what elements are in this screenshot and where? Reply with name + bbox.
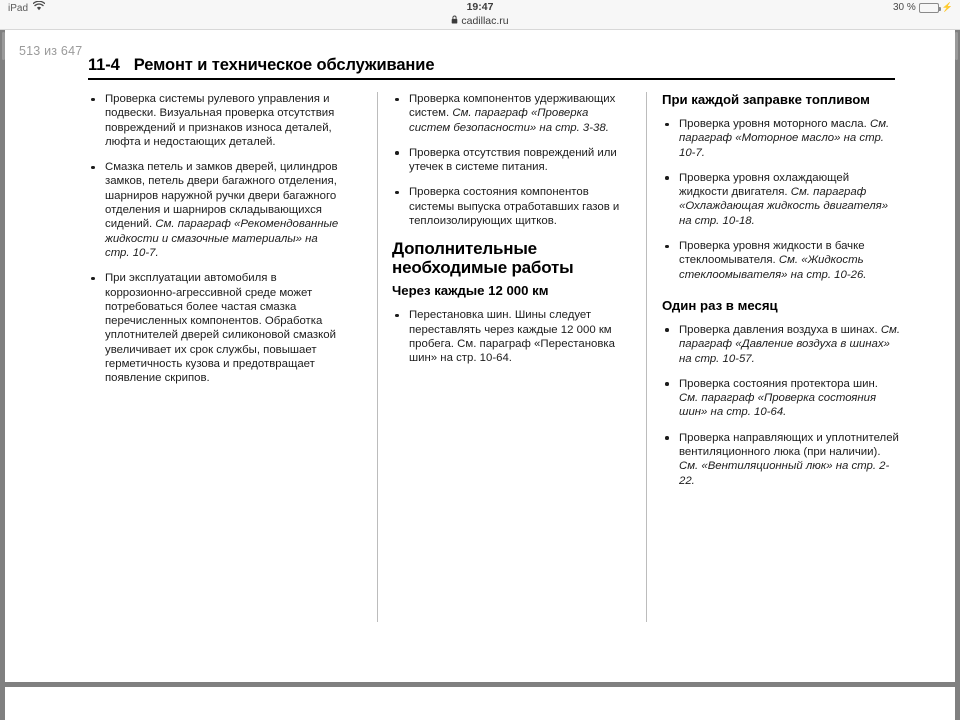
list-item-text: Проверка системы рулевого управления и подвески. Визуальная проверка отсутствия повреждений и признаков износа деталей, люфта и недостающих деталей.: [105, 93, 335, 148]
viewport-right-gutter: [955, 30, 960, 720]
list-item-text: Смазка петель и замков дверей, цилиндров замков, петель двери багажного отделения, шарниров наружной ручки двери багажного отделения и шарниров складывающихся сидений.: [105, 161, 338, 231]
lightning-bolt-icon: ⚡: [941, 2, 953, 12]
list-item: [662, 117, 900, 160]
list-item: [392, 185, 623, 228]
list-item: [88, 271, 340, 385]
list-item-text: Проверка состояния компонентов системы выпуска отработавших газов и теплоизолирующих щитков.: [409, 186, 620, 228]
list-item-reference: См. параграф «Проверка систем безопасности» на стр. 3-38.: [409, 107, 609, 134]
list-item-text: Проверка уровня моторного масла.: [679, 118, 870, 130]
list-item-text: Проверка уровня жидкости в бачке стеклоомывателя.: [679, 240, 865, 267]
pdf-viewport[interactable]: [0, 30, 960, 720]
page-columns: [88, 92, 900, 632]
page-title-text: Ремонт и техническое обслуживание: [133, 56, 435, 74]
section-heading-monthly: Один раз в месяц: [662, 297, 778, 313]
list-item: [88, 92, 340, 149]
list-item: [392, 92, 623, 135]
lock-icon: [451, 14, 458, 29]
device-label: iPad: [8, 2, 29, 14]
browser-chrome-bar: [0, 0, 960, 30]
pdf-page-current: [5, 30, 955, 682]
list-item-text: Проверка компонентов удерживающих систем.: [409, 93, 616, 120]
list-item-reference: См. параграф «Моторное масло» на стр. 10-7.: [679, 118, 890, 159]
subsection-heading-every-12000km: Через каждые 12 000 км: [392, 283, 549, 299]
ios-status-bar: [0, 0, 960, 15]
address-bar[interactable]: [0, 14, 960, 29]
list-item-text: Перестановка шин. Шины следует переставлять через каждые 12 000 км пробега. См. параграф «Перестановка шин» на стр. 10-64.: [409, 309, 615, 365]
list-item: [662, 377, 900, 420]
section-heading-additional-work: Дополнительные необходимые работы: [392, 239, 574, 278]
list-item-reference: См. параграф «Проверка состояния шин» на стр. 10-64.: [679, 392, 877, 419]
battery-icon: [919, 3, 939, 13]
page-counter: 513 из 647: [19, 44, 83, 58]
list-item-reference: См. параграф «Охлаждающая жидкость двигателя» на стр. 10-18.: [679, 186, 889, 227]
scrollbar-thumb-right[interactable]: [955, 32, 958, 60]
bullet-list-col1: [88, 92, 340, 386]
list-item: [392, 146, 623, 175]
address-bar-url: cadillac.ru: [461, 15, 509, 27]
pdf-page-next: [5, 687, 955, 720]
list-item: [662, 323, 900, 366]
list-item-text: Проверка направляющих и уплотнителей вентиляционного люка (при наличии).: [679, 431, 899, 459]
content-column-1: [88, 92, 340, 632]
content-column-3: [646, 92, 900, 622]
list-item-text: Проверка уровня охлаждающей жидкости двигателя.: [679, 171, 850, 199]
bullet-list-col2-bottom: [392, 308, 623, 365]
list-item: [662, 431, 900, 488]
status-bar-right: [893, 1, 953, 14]
section-heading-each-refuel: При каждой заправке топливом: [662, 92, 870, 107]
list-item-text: Проверка отсутствия повреждений или утечек в системе питания.: [409, 146, 617, 174]
list-item-text: При эксплуатации автомобиля в коррозионно-агрессивной среде может потребоваться более частая смазка перечисленных компонентов. Обработка уплотнителей дверей силиконовой смазкой увеличивает их срок службы, повышает герметичность кузова и предотвращает появление скрипов.: [105, 272, 336, 385]
status-bar-clock: 19:47: [466, 1, 494, 13]
page-title-block: [88, 56, 895, 80]
bullet-list-col3-refuel: [662, 117, 900, 282]
list-item: [662, 239, 900, 282]
page-title-number: 11-4: [88, 56, 120, 74]
content-column-2: [377, 92, 623, 622]
list-item-text: Проверка давления воздуха в шинах.: [679, 323, 881, 336]
list-item-reference: См. «Жидкость стеклоомывателя» на стр. 10-26.: [679, 254, 867, 281]
list-item: [88, 160, 340, 260]
list-item-reference: См. «Вентиляционный люк» на стр. 2-22.: [679, 460, 890, 487]
list-item: [662, 171, 900, 228]
list-item: [392, 308, 623, 365]
list-item-reference: См. параграф «Рекомендованные жидкости и смазочные материалы» на стр. 10-7.: [105, 218, 339, 259]
list-item-text: Проверка состояния протектора шин.: [679, 377, 878, 390]
list-item-reference: См. параграф «Давление воздуха в шинах» на стр. 10-57.: [679, 323, 901, 365]
battery-percent-label: 30 %: [892, 2, 916, 13]
bullet-list-col3-monthly: [662, 323, 900, 488]
bullet-list-col2-top: [392, 92, 623, 228]
